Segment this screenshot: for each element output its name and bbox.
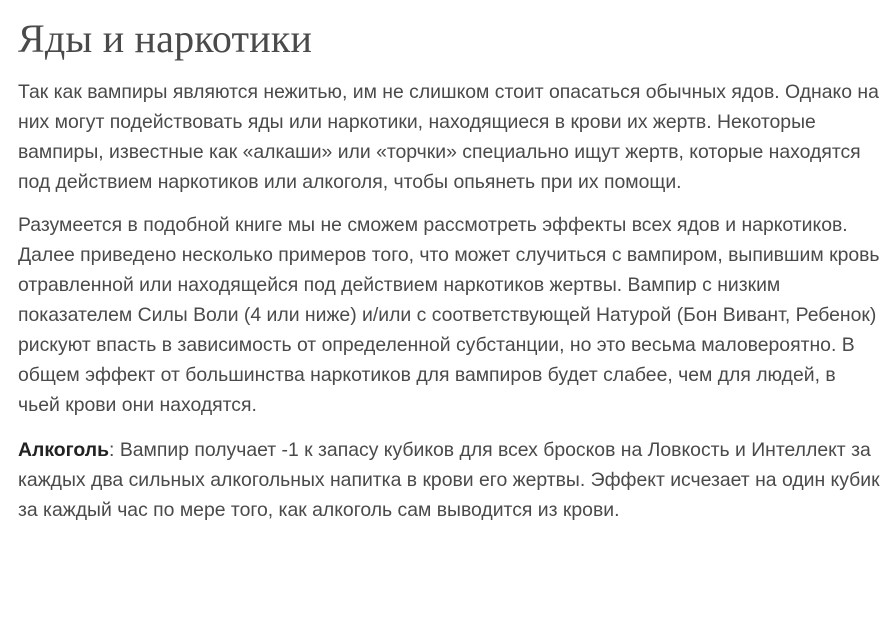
alcohol-term: Алкоголь xyxy=(18,439,110,461)
page-title: Яды и наркотики xyxy=(18,16,313,61)
paragraph-alcohol xyxy=(18,435,880,525)
alcohol-description: : Вампир получает -1 к запасу кубиков для всех бросков на Ловкость и Интеллект за каждых два сильных алкогольных напитка в крови его жертвы. Эффект исчезает на один кубик за каждый час по мере того, как алкоголь сам выводится из крови. xyxy=(18,439,880,521)
article xyxy=(18,0,880,525)
paragraph-examples: Разумеется в подобной книге мы не сможем рассмотреть эффекты всех ядов и наркотиков. Далее приведено несколько примеров того, что может случиться с вампиром, выпившим кровь отравленной или находящейся под действием наркотиков жертвы. Вампир с низким показателем Силы Воли (4 или ниже) и/или с соответствующей Натурой (Бон Вивант, Ребенок) рискуют впасть в зависимость от определенной субстанции, но это весьма маловероятно. В общем эффект от большинства наркотиков для вампиров будет слабее, чем для людей, в чьей крови они находятся. xyxy=(18,214,880,416)
paragraph-intro: Так как вампиры являются нежитью, им не слишком стоит опасаться обычных ядов. Однако на них могут подействовать яды или наркотики, находящиеся в крови их жертв. Некоторые вампиры, известные как «алкаши» или «торчки» специально ищут жертв, которые находятся под действием наркотиков или алкоголя, чтобы опьянеть при их помощи. xyxy=(18,81,879,193)
